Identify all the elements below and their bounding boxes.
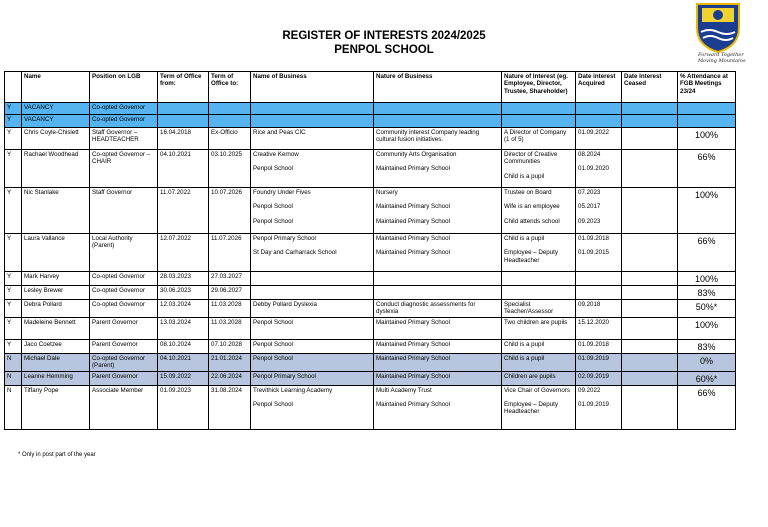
cell-name: Chris Coyle-Chislett	[22, 128, 90, 150]
cell-nature	[374, 103, 502, 115]
cell-interest-entry: Child is a pupil	[504, 172, 545, 180]
table-row	[5, 103, 736, 115]
cell-business	[251, 353, 374, 371]
cell-acquired	[576, 272, 622, 286]
cell-nature	[374, 188, 502, 234]
cell-flag: N	[5, 371, 22, 385]
cell-business-entry: Penpol Primary School	[253, 372, 316, 380]
cell-term-from: 11.07.2022	[158, 188, 209, 234]
cell-attendance: 66%	[678, 150, 736, 188]
cell-position: Parent Governor	[90, 339, 158, 353]
cell-interest-entry: Child is a pupil	[504, 340, 545, 348]
col-header-nature: Nature of Business	[374, 72, 502, 103]
cell-flag: N	[5, 385, 22, 429]
cell-term-to: 21.01.2024	[209, 353, 251, 371]
cell-business	[251, 385, 374, 429]
cell-business-entry: Debby Pollard Dyslexia	[253, 301, 317, 308]
cell-interest	[502, 317, 576, 339]
cell-acquired	[576, 234, 622, 272]
cell-business-entry: Penpol School	[253, 354, 293, 362]
cell-nature-entry: Maintained Primary School	[376, 354, 450, 362]
table-row	[5, 385, 736, 429]
cell-position: Co-opted Governor (Parent)	[90, 353, 158, 371]
cell-business-entry: Penpol School	[253, 401, 293, 409]
cell-term-from: 12.07.2022	[158, 234, 209, 272]
cell-term-from: 15.09.2022	[158, 371, 209, 385]
cell-interest	[502, 188, 576, 234]
cell-ceased	[622, 188, 678, 234]
cell-flag: Y	[5, 286, 22, 300]
col-header-flag	[5, 72, 22, 103]
table-row	[5, 150, 736, 188]
cell-business	[251, 272, 374, 286]
cell-attendance: 100%	[678, 272, 736, 286]
cell-nature	[374, 385, 502, 429]
cell-ceased	[622, 385, 678, 429]
cell-nature	[374, 286, 502, 300]
cell-acquired	[576, 286, 622, 300]
cell-attendance: 100%	[678, 128, 736, 150]
cell-term-to: 11.03.2028	[209, 317, 251, 339]
cell-term-from: 13.03.2024	[158, 317, 209, 339]
cell-ceased	[622, 115, 678, 128]
register-table	[4, 71, 736, 430]
cell-acquired	[576, 115, 622, 128]
cell-interest	[502, 115, 576, 128]
cell-term-from: 08.10.2024	[158, 339, 209, 353]
cell-term-from: 01.09.2023	[158, 385, 209, 429]
motto-line: Forward Together	[698, 52, 744, 58]
cell-acquired-entry: 09.2023	[578, 217, 601, 225]
table-row	[5, 353, 736, 371]
cell-term-to: 07.10.2028	[209, 339, 251, 353]
table-row	[5, 188, 736, 234]
cell-business-entry: Penpol School	[253, 203, 293, 211]
cell-business-entry: Foundry Under Fives	[253, 189, 311, 196]
cell-nature-entry: Maintained Primary School	[376, 372, 450, 380]
cell-term-to: 03.10.2025	[209, 150, 251, 188]
cell-term-from	[158, 115, 209, 128]
cell-nature-entry: Community Arts Organisation	[376, 151, 457, 158]
cell-term-to	[209, 115, 251, 128]
cell-name: Tiffany Pope	[22, 385, 90, 429]
register-body	[5, 103, 736, 430]
cell-position: Co-opted Governor	[90, 286, 158, 300]
cell-interest-entry: Two children are pupils	[504, 318, 568, 326]
cell-flag: Y	[5, 188, 22, 234]
cell-interest	[502, 385, 576, 429]
cell-business-entry: Penpol School	[253, 165, 293, 173]
cell-interest	[502, 371, 576, 385]
cell-acquired-entry: 01.09.2020	[578, 165, 609, 173]
cell-interest-entry: Trustee on Board	[504, 189, 552, 196]
cell-acquired-entry: 05.2017	[578, 203, 601, 211]
cell-business	[251, 115, 374, 128]
cell-attendance: 0%	[678, 353, 736, 371]
cell-acquired	[576, 339, 622, 353]
cell-business-entry: Penpol School	[253, 217, 293, 225]
cell-business	[251, 128, 374, 150]
cell-acquired-entry: 01.09.2018	[578, 235, 609, 242]
cell-nature-entry: Conduct diagnostic assessments for dyslexia	[376, 301, 476, 316]
cell-name: Leanne Hemming	[22, 371, 90, 385]
col-header-interest: Nature of Interest (eg. Employee, Director, Trustee, Shareholder)	[502, 72, 576, 103]
cell-acquired	[576, 317, 622, 339]
cell-acquired-entry: 01.09.2022	[578, 129, 609, 136]
cell-interest	[502, 150, 576, 188]
cell-ceased	[622, 317, 678, 339]
school-motto	[698, 52, 746, 64]
cell-business-entry: Rice and Peas CIC	[253, 129, 306, 136]
cell-nature-entry: Maintained Primary School	[376, 340, 450, 348]
cell-business	[251, 339, 374, 353]
cell-attendance: 83%	[678, 286, 736, 300]
cell-acquired	[576, 128, 622, 150]
cell-name: VACANCY	[22, 103, 90, 115]
cell-interest	[502, 128, 576, 150]
cell-term-to: 10.07.2026	[209, 188, 251, 234]
cell-acquired	[576, 353, 622, 371]
cell-business	[251, 317, 374, 339]
table-row	[5, 371, 736, 385]
cell-flag: Y	[5, 317, 22, 339]
table-row	[5, 128, 736, 150]
cell-term-from	[158, 103, 209, 115]
cell-acquired-entry: 07.2023	[578, 189, 601, 196]
cell-name: Jaco Coetzee	[22, 339, 90, 353]
cell-term-to: 22.06.2024	[209, 371, 251, 385]
cell-attendance	[678, 115, 736, 128]
cell-position: Co-opted Governor	[90, 115, 158, 128]
cell-interest	[502, 103, 576, 115]
cell-flag: Y	[5, 234, 22, 272]
cell-nature-entry: Maintained Primary School	[376, 235, 450, 242]
cell-acquired	[576, 188, 622, 234]
cell-attendance	[678, 103, 736, 115]
cell-acquired	[576, 371, 622, 385]
cell-acquired-entry: 09.2018	[578, 301, 601, 308]
cell-ceased	[622, 128, 678, 150]
cell-attendance: 100%	[678, 317, 736, 339]
cell-term-from: 12.03.2024	[158, 300, 209, 318]
cell-attendance: 60%*	[678, 371, 736, 385]
cell-interest-entry: Children are pupils	[504, 372, 556, 380]
cell-position: Parent Governor	[90, 371, 158, 385]
cell-flag: Y	[5, 103, 22, 115]
cell-name: Nic Stanlake	[22, 188, 90, 234]
cell-position: Associate Member	[90, 385, 158, 429]
col-header-business: Name of Business	[251, 72, 374, 103]
cell-ceased	[622, 286, 678, 300]
table-row	[5, 339, 736, 353]
cell-attendance: 66%	[678, 385, 736, 429]
cell-name: Debra Pollard	[22, 300, 90, 318]
cell-acquired-entry: 01.09.2019	[578, 354, 609, 362]
cell-nature-entry: Maintained Primary School	[376, 165, 450, 173]
cell-term-to: 11.07.2026	[209, 234, 251, 272]
cell-attendance: 50%*	[678, 300, 736, 318]
cell-business-entry: Trevithick Learning Academy	[253, 386, 333, 394]
cell-interest	[502, 353, 576, 371]
cell-nature-entry: Maintained Primary School	[376, 217, 450, 225]
cell-nature	[374, 317, 502, 339]
table-row	[5, 272, 736, 286]
cell-nature	[374, 353, 502, 371]
cell-nature-entry: Maintained Primary School	[376, 249, 450, 257]
table-row	[5, 286, 736, 300]
cell-flag: Y	[5, 339, 22, 353]
cell-term-from: 04.10.2021	[158, 150, 209, 188]
cell-term-to: 27.03.2027	[209, 272, 251, 286]
cell-acquired-entry: 08.2024	[578, 151, 601, 158]
cell-interest-entry: A Director of Company (1 of 5)	[504, 129, 567, 144]
cell-interest-entry: Specialist Teacher/Assessor	[504, 301, 554, 316]
cell-attendance: 100%	[678, 188, 736, 234]
table-row	[5, 115, 736, 128]
cell-ceased	[622, 371, 678, 385]
cell-position: Staff Governor – HEADTEACHER	[90, 128, 158, 150]
cell-attendance: 83%	[678, 339, 736, 353]
cell-interest	[502, 339, 576, 353]
cell-flag: Y	[5, 115, 22, 128]
table-row	[5, 300, 736, 318]
cell-nature	[374, 115, 502, 128]
cell-term-to: 11.03.2028	[209, 300, 251, 318]
cell-nature	[374, 371, 502, 385]
cell-acquired	[576, 385, 622, 429]
cell-position: Staff Governor	[90, 188, 158, 234]
cell-nature	[374, 150, 502, 188]
cell-name: Lesley Brewer	[22, 286, 90, 300]
document-title: REGISTER OF INTERESTS 2024/2025	[282, 30, 486, 42]
table-row	[5, 317, 736, 339]
cell-nature	[374, 272, 502, 286]
cell-term-from: 04.10.2021	[158, 353, 209, 371]
cell-term-from: 30.06.2023	[158, 286, 209, 300]
cell-ceased	[622, 234, 678, 272]
cell-interest-entry: Employee – Deputy Headteacher	[504, 249, 558, 264]
cell-interest-entry: Child is a pupil	[504, 354, 545, 362]
cell-business-entry: Penpol School	[253, 340, 293, 348]
cell-interest-entry: Vice Chair of Governors	[504, 386, 570, 394]
col-header-acquired: Date interest Acquired	[576, 72, 622, 103]
col-header-term-to: Term of Office to:	[209, 72, 251, 103]
cell-acquired	[576, 150, 622, 188]
cell-name: VACANCY	[22, 115, 90, 128]
cell-ceased	[622, 272, 678, 286]
cell-acquired-entry: 09.2022	[578, 386, 601, 394]
col-header-position: Position on LGB	[90, 72, 158, 103]
col-header-attendance: % Attendance at FGB Meetings 23/24	[678, 72, 736, 103]
cell-position: Co-opted Governor	[90, 300, 158, 318]
cell-acquired	[576, 300, 622, 318]
cell-flag: Y	[5, 272, 22, 286]
cell-name: Madeleine Bennett	[22, 317, 90, 339]
cell-business	[251, 188, 374, 234]
cell-business-entry: Penpol Primary School	[253, 235, 316, 242]
col-header-name: Name	[22, 72, 90, 103]
cell-name: Michael Dale	[22, 353, 90, 371]
cell-name: Laura Vallance	[22, 234, 90, 272]
cell-flag: N	[5, 353, 22, 371]
cell-term-from: 16.04.2018	[158, 128, 209, 150]
cell-nature	[374, 234, 502, 272]
school-name: PENPOL SCHOOL	[334, 44, 434, 56]
cell-acquired	[576, 103, 622, 115]
cell-business	[251, 234, 374, 272]
cell-nature-entry: Maintained Primary School	[376, 318, 450, 326]
cell-interest	[502, 286, 576, 300]
header-row	[5, 72, 736, 103]
cell-interest-entry: Wife is an employee	[504, 203, 560, 211]
cell-nature	[374, 128, 502, 150]
cell-flag: Y	[5, 300, 22, 318]
cell-term-to: 29.06.2027	[209, 286, 251, 300]
cell-interest-entry: Child attends school	[504, 217, 560, 225]
footnote: * Only in post part of the year	[18, 452, 96, 458]
cell-nature-entry: Maintained Primary School	[376, 401, 450, 409]
cell-business	[251, 286, 374, 300]
cell-interest-entry: Employee – Deputy Headteacher	[504, 401, 558, 416]
cell-business	[251, 300, 374, 318]
cell-business-entry: Creative Kernow	[253, 151, 299, 158]
cell-interest-entry: Director of Creative Communities	[504, 151, 558, 166]
cell-nature-entry: Nursery	[376, 189, 398, 196]
cell-term-from: 28.03.2023	[158, 272, 209, 286]
cell-position: Co-opted Governor	[90, 272, 158, 286]
cell-business-entry: Penpol School	[253, 318, 293, 326]
cell-interest	[502, 300, 576, 318]
cell-acquired-entry: 01.09.2018	[578, 340, 609, 348]
cell-name: Mark Harvey	[22, 272, 90, 286]
cell-term-to: Ex-Officio	[209, 128, 251, 150]
cell-position: Co-opted Governor	[90, 103, 158, 115]
cell-position: Parent Governor	[90, 317, 158, 339]
cell-nature-entry: Community interest Company leading cultural fusion initiatives.	[376, 129, 480, 144]
cell-term-to	[209, 103, 251, 115]
cell-acquired-entry: 01.09.2015	[578, 249, 609, 257]
cell-ceased	[622, 103, 678, 115]
cell-ceased	[622, 353, 678, 371]
cell-interest	[502, 234, 576, 272]
cell-acquired-entry: 01.09.2019	[578, 401, 609, 409]
col-header-ceased: Date Interest Ceased	[622, 72, 678, 103]
cell-flag: Y	[5, 128, 22, 150]
cell-interest-entry: Child is a pupil	[504, 235, 545, 242]
cell-position: Co-opted Governor – CHAIR	[90, 150, 158, 188]
cell-term-to: 31.08.2024	[209, 385, 251, 429]
cell-name: Rachael Woodhead	[22, 150, 90, 188]
cell-business	[251, 371, 374, 385]
cell-ceased	[622, 150, 678, 188]
col-header-term-from: Term of Office from:	[158, 72, 209, 103]
cell-business-entry: St Day and Carharrack School	[253, 249, 337, 257]
cell-nature-entry: Maintained Primary School	[376, 203, 450, 211]
motto-subline: Moving Mountains	[698, 58, 746, 64]
cell-acquired-entry: 02.09.2019	[578, 372, 609, 380]
cell-ceased	[622, 300, 678, 318]
cell-attendance: 66%	[678, 234, 736, 272]
cell-nature	[374, 339, 502, 353]
cell-acquired-entry: 15.12.2020	[578, 318, 609, 326]
cell-nature-entry: Multi Academy Trust	[376, 386, 432, 394]
cell-nature	[374, 300, 502, 318]
table-row	[5, 234, 736, 272]
cell-flag: Y	[5, 150, 22, 188]
cell-interest	[502, 272, 576, 286]
cell-ceased	[622, 339, 678, 353]
cell-business	[251, 103, 374, 115]
cell-business	[251, 150, 374, 188]
cell-position: Local Authority (Parent)	[90, 234, 158, 272]
